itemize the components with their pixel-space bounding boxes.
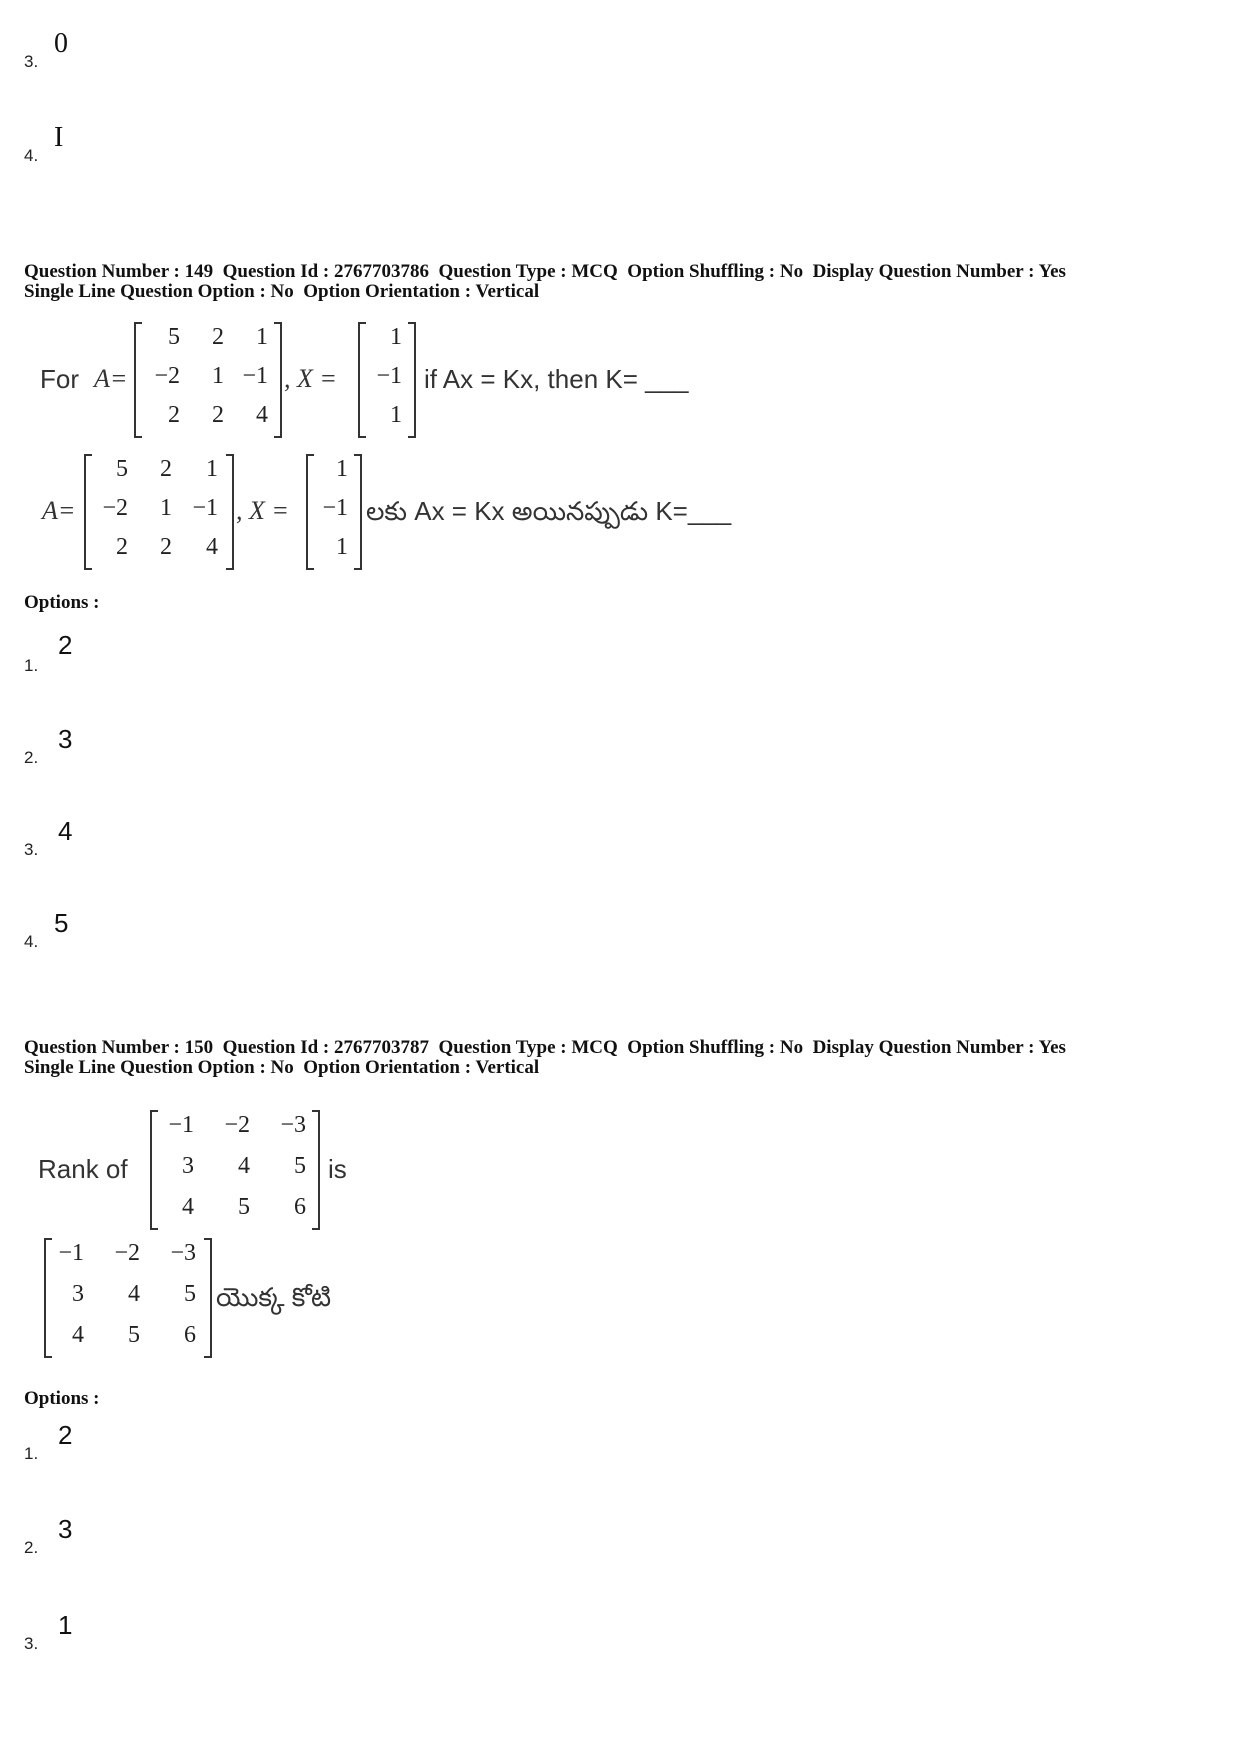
matrix-bracket-right: [274, 322, 282, 438]
matrix-cell: −3: [170, 1240, 196, 1266]
matrix-bracket-right: [312, 1110, 320, 1230]
is-label: is: [328, 1154, 347, 1184]
matrix-cell: 2: [212, 402, 224, 428]
vector-cell: −1: [322, 495, 348, 521]
option-number: 3.: [24, 52, 39, 71]
matrix-bracket-left: [134, 322, 142, 438]
vector-cell: 1: [336, 456, 348, 482]
option-value[interactable]: 3: [58, 1514, 73, 1544]
a-equals-label: A=: [42, 496, 76, 525]
question-meta-line-1: Question Number : 149 Question Id : 2767703786 Question Type : MCQ Option Shuffling : No Display Question Number : Yes: [24, 261, 1066, 282]
matrix-cell: 4: [256, 402, 268, 428]
matrix-cell: 5: [184, 1281, 196, 1307]
vector-cell: −1: [376, 363, 402, 389]
question-tail-text: లకు Ax = Kx అయినప్పుడు K=___: [366, 496, 732, 526]
matrix-cell: 1: [160, 495, 172, 521]
for-label: For: [40, 364, 79, 394]
matrix-cell: 2: [116, 534, 128, 560]
matrix-cell: −3: [280, 1112, 306, 1138]
option-number: 2.: [24, 748, 39, 767]
matrix-cell: 1: [256, 324, 268, 350]
matrix-cell: 2: [160, 534, 172, 560]
matrix-cell: −1: [242, 363, 268, 389]
option-number: 3.: [24, 1634, 39, 1653]
matrix-cell: 5: [238, 1194, 250, 1220]
matrix-cell: 5: [116, 456, 128, 482]
matrix-cell: 6: [184, 1322, 196, 1348]
options-label: Options :: [24, 592, 100, 613]
matrix-cell: 3: [72, 1281, 84, 1307]
matrix-cell: −1: [58, 1240, 84, 1266]
matrix-cell: 2: [212, 324, 224, 350]
option-number: 4.: [24, 932, 39, 951]
options-label: Options :: [24, 1388, 100, 1409]
question-meta-line-1: Question Number : 150 Question Id : 2767703787 Question Type : MCQ Option Shuffling : No Display Question Number : Yes: [24, 1037, 1066, 1058]
vector-x: [364, 324, 408, 429]
vector-x: [310, 456, 354, 561]
rank-matrix: [156, 1112, 312, 1221]
matrix-cell: 2: [160, 456, 172, 482]
rank-telugu-text: యొక్క కోటి: [216, 1282, 332, 1312]
matrix-cell: −1: [192, 495, 218, 521]
matrix-cell: 4: [128, 1281, 140, 1307]
matrix-cell: −2: [154, 363, 180, 389]
option-number: 1.: [24, 656, 39, 675]
rank-matrix: [50, 1240, 202, 1349]
option-number: 2.: [24, 1538, 39, 1557]
vector-bracket-right: [354, 454, 362, 570]
option-value[interactable]: 2: [58, 1420, 73, 1450]
option-value[interactable]: 4: [58, 816, 73, 846]
vector-cell: 1: [336, 534, 348, 560]
matrix-cell: 5: [128, 1322, 140, 1348]
matrix-a: [90, 456, 224, 561]
matrix-cell: 6: [294, 1194, 306, 1220]
matrix-cell: 5: [294, 1153, 306, 1179]
matrix-cell: 4: [238, 1153, 250, 1179]
matrix-cell: −2: [114, 1240, 140, 1266]
vector-cell: 1: [390, 402, 402, 428]
matrix-cell: −2: [102, 495, 128, 521]
option-number: 1.: [24, 1444, 39, 1463]
option-value[interactable]: 0: [54, 28, 68, 59]
matrix-cell: −2: [224, 1112, 250, 1138]
question-meta-line-2: Single Line Question Option : No Option Orientation : Vertical: [24, 281, 540, 302]
x-equals-label: , X =: [284, 364, 337, 393]
option-value[interactable]: 5: [54, 908, 69, 938]
option-number: 3.: [24, 840, 39, 859]
matrix-cell: −1: [168, 1112, 194, 1138]
matrix-cell: 2: [168, 402, 180, 428]
option-value[interactable]: 2: [58, 630, 73, 660]
matrix-cell: 1: [212, 363, 224, 389]
matrix-cell: 5: [168, 324, 180, 350]
option-value[interactable]: 3: [58, 724, 73, 754]
question-tail-text: if Ax = Kx, then K= ___: [424, 364, 689, 394]
a-equals-label: A=: [94, 364, 128, 393]
matrix-cell: 4: [206, 534, 218, 560]
rank-of-label: Rank of: [38, 1154, 128, 1184]
matrix-cell: 3: [182, 1153, 194, 1179]
option-value[interactable]: 1: [58, 1610, 73, 1640]
matrix-cell: 1: [206, 456, 218, 482]
option-number: 4.: [24, 146, 39, 165]
matrix-a: [142, 324, 274, 429]
vector-cell: 1: [390, 324, 402, 350]
vector-bracket-right: [408, 322, 416, 438]
x-equals-label: , X =: [236, 496, 289, 525]
question-meta-line-2: Single Line Question Option : No Option Orientation : Vertical: [24, 1057, 540, 1078]
matrix-bracket-right: [226, 454, 234, 570]
matrix-cell: 4: [182, 1194, 194, 1220]
matrix-bracket-right: [204, 1238, 212, 1358]
option-value[interactable]: I: [54, 122, 64, 153]
matrix-cell: 4: [72, 1322, 84, 1348]
